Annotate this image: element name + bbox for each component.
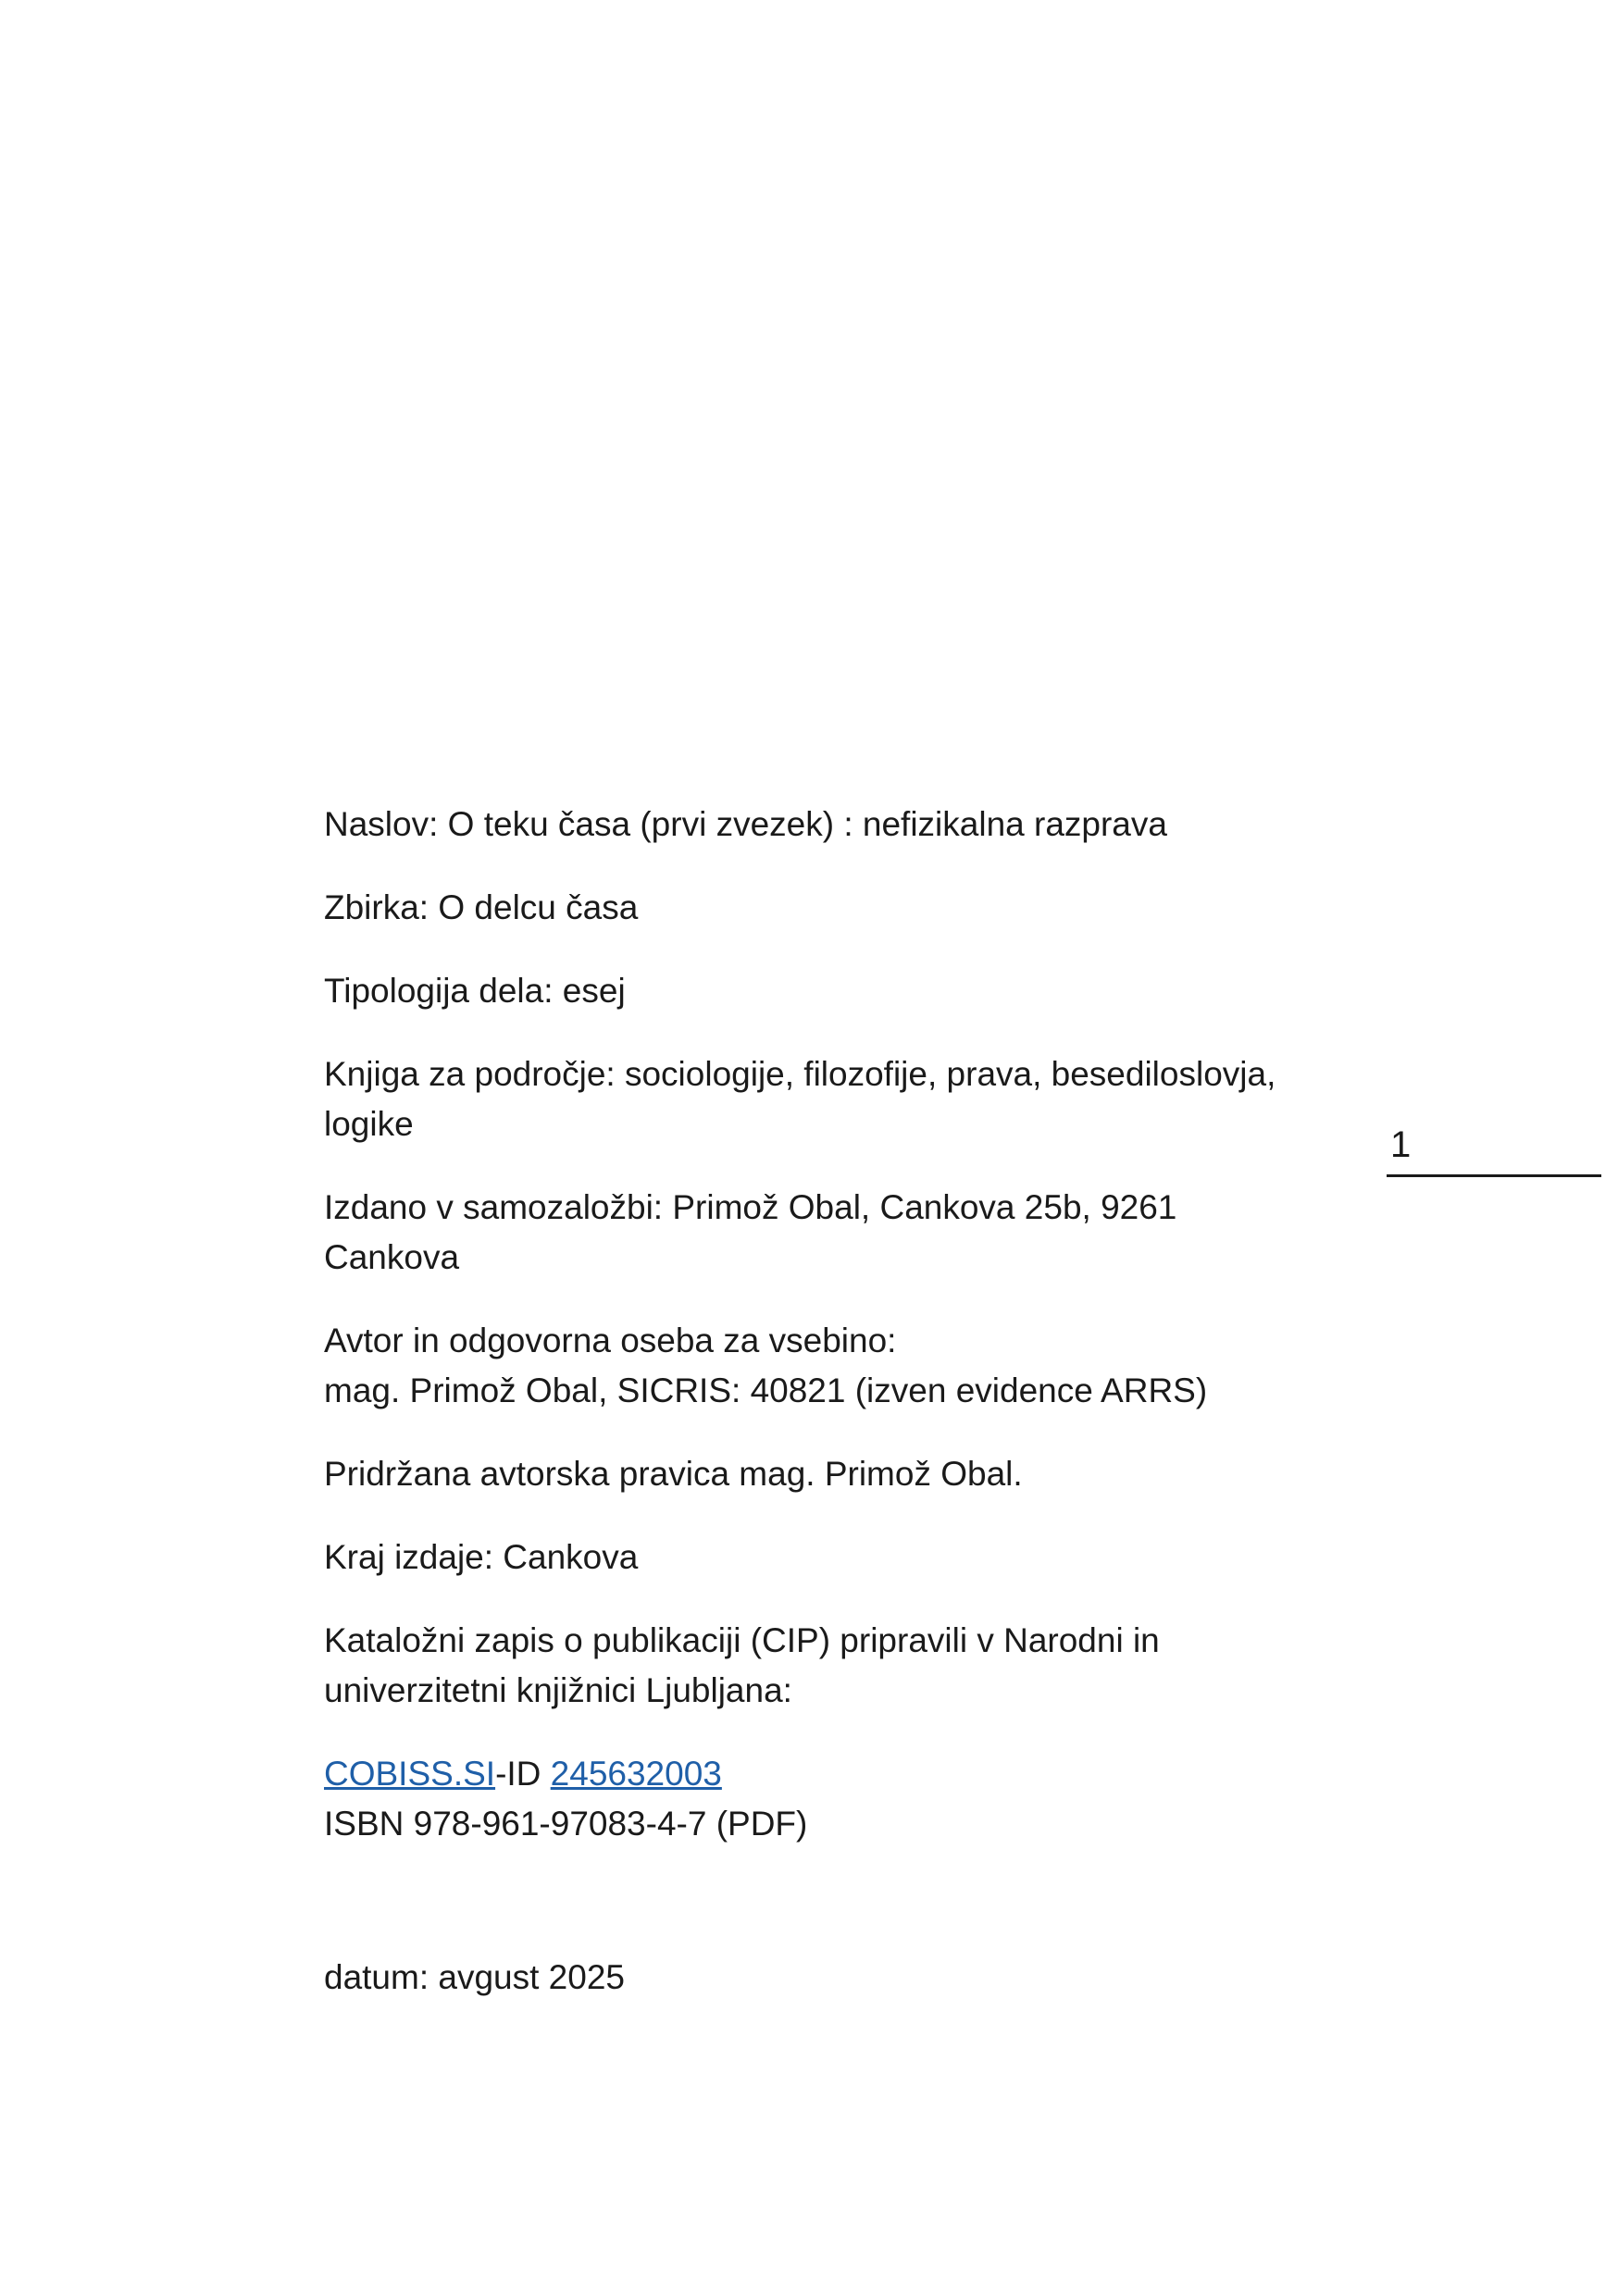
collection-line: Zbirka: O delcu časa xyxy=(324,888,639,926)
cobiss-link[interactable]: COBISS.SI xyxy=(324,1755,496,1793)
author-paragraph xyxy=(324,1316,1324,1416)
cobiss-id-link[interactable]: 245632003 xyxy=(550,1755,722,1793)
author-line-2: mag. Primož Obal, SICRIS: 40821 (izven evidence ARRS) xyxy=(324,1371,1208,1409)
publisher-line-1: Izdano v samozaložbi: Primož Obal, Cankova 25b, 9261 xyxy=(324,1188,1177,1226)
page-number-rule xyxy=(1387,1174,1601,1177)
fields-line-2: logike xyxy=(324,1105,414,1143)
catalog-paragraph xyxy=(324,1749,1324,1849)
place-line: Kraj izdaje: Cankova xyxy=(324,1538,639,1576)
typology-line: Tipologija dela: esej xyxy=(324,972,626,1010)
cip-paragraph xyxy=(324,1616,1324,1716)
date-line: datum: avgust 2025 xyxy=(324,1958,625,1996)
cip-line-1: Kataložni zapis o publikaciji (CIP) pripravili v Narodni in xyxy=(324,1621,1160,1659)
copyright-line: Pridržana avtorska pravica mag. Primož Obal. xyxy=(324,1455,1023,1493)
isbn-line: ISBN 978-961-97083-4-7 (PDF) xyxy=(324,1805,808,1843)
publisher-paragraph xyxy=(324,1183,1324,1283)
cip-line-2: univerzitetni knjižnici Ljubljana: xyxy=(324,1671,792,1709)
publisher-line-2: Cankova xyxy=(324,1238,460,1276)
title-line: Naslov: O teku časa (prvi zvezek) : nefizikalna razprava xyxy=(324,805,1167,843)
fields-line-1: Knjiga za področje: sociologije, filozofije, prava, besediloslovja, xyxy=(324,1055,1276,1093)
colophon xyxy=(324,800,1324,1849)
fields-paragraph xyxy=(324,1049,1324,1149)
page-number: 1 xyxy=(1390,1124,1412,1165)
cobiss-id-prefix: -ID xyxy=(495,1755,551,1793)
cobiss-line xyxy=(324,1749,1324,1799)
author-line-1: Avtor in odgovorna oseba za vsebino: xyxy=(324,1322,897,1359)
